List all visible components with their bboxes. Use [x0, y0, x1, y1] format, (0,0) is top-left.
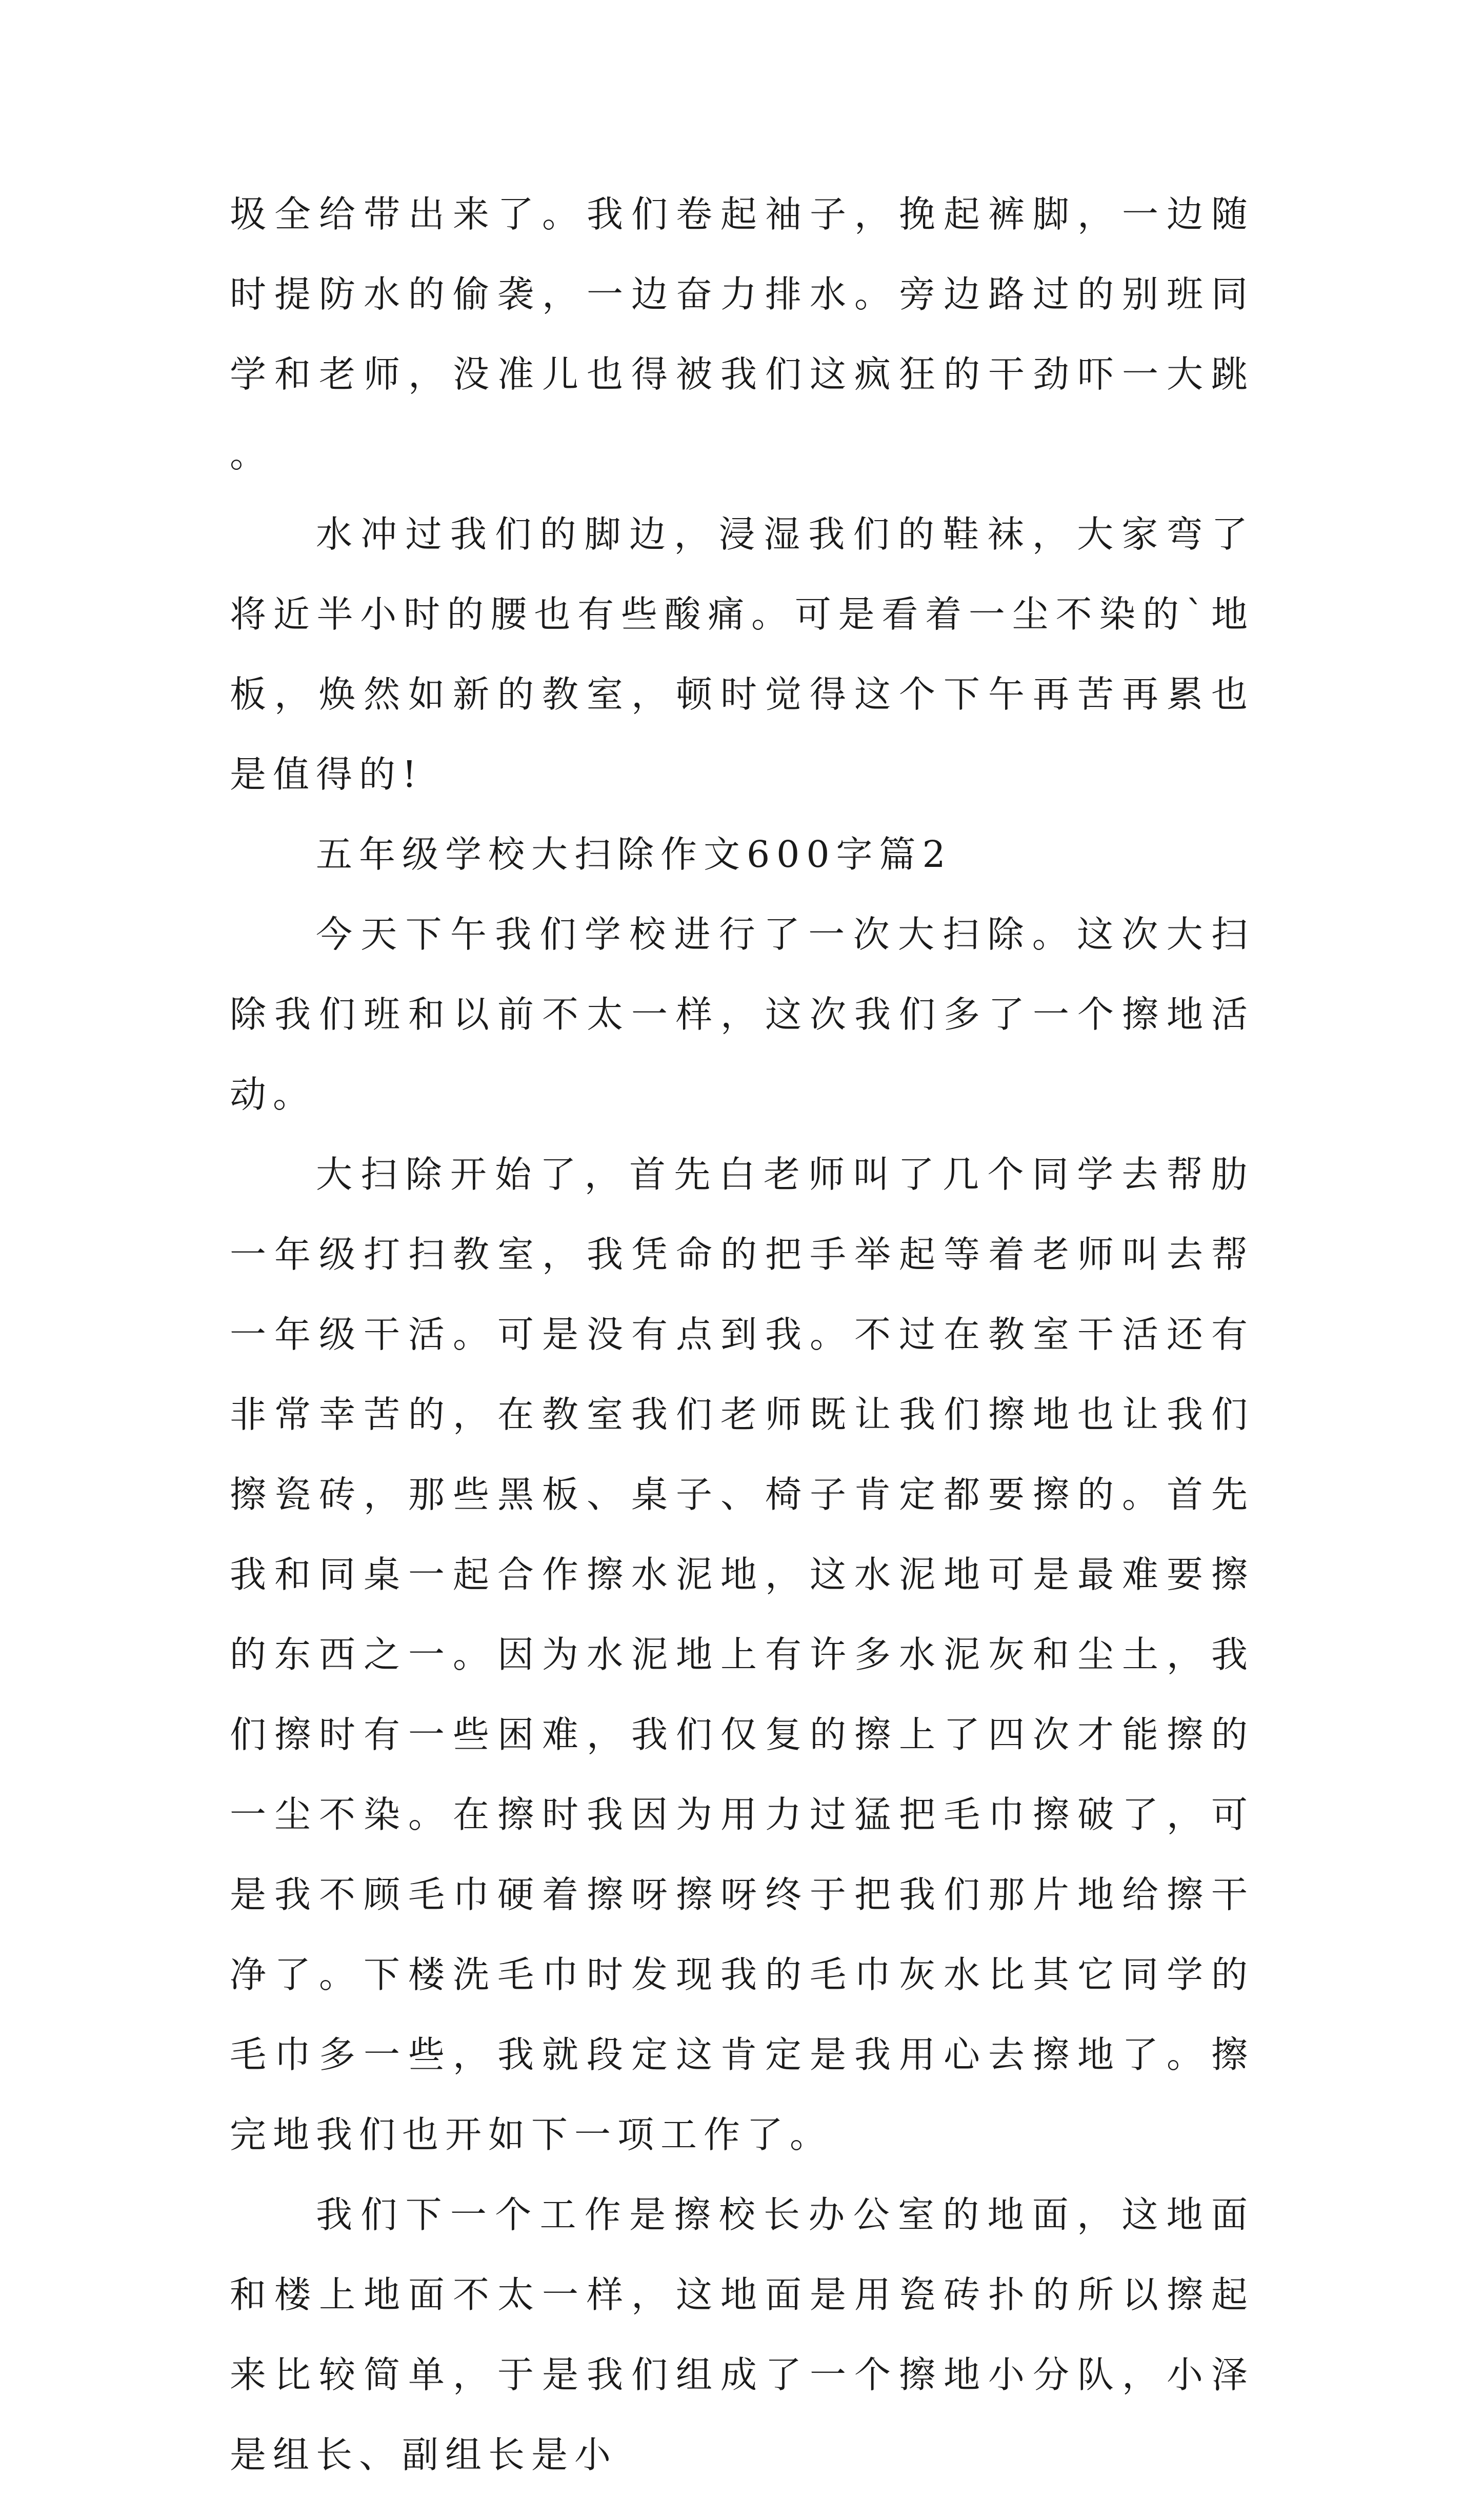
paragraph-3: 今天下午我们学校进行了一次大扫除。这次大扫除我们班和以前不太一样，这次我们多了一个擦地活动。	[230, 913, 1254, 1116]
paragraph-4: 大扫除开始了，首先白老师叫了几个同学去帮肋一年级打扫教室，我凭命的把手举起等着老师叫去帮一年级干活。可是没有点到我。不过在教室干活还有非常幸苦的，在教室我们老师既让我们擦地也让我们擦瓷砖，那些黑板、桌子、椅子肯定都要擦的。首先我和同桌一起合作擦水泥地，这水泥地可是最难要擦的东西之一。因为水泥地上有许多水泥灰和尘土，我们擦时有一些困难，我们仅复的擦上了四次才能擦的一尘不染。在擦时我因为用力过猛把毛巾擦破了，可是我不顾毛巾硬着擦呀擦呀终于把我们那片地给擦干净了。下楼洗毛巾时发现我的毛巾灰水比其它同学的毛巾多一些，我就段定这肯定是我用心去擦地了。擦完地我们也开如下一项工作了。	[230, 1153, 1254, 2156]
paragraph-5: 我们下一个工作是擦校长办公室的地面，这地面和楼上地面不太一样，这地面是用瓷砖扑的所以擦起来比较简单，于是我们组成了一个擦地小分队，小泽是组长、副组长是小	[230, 2193, 1254, 2476]
section-heading: 五年级学校大扫除作文600字篇2	[316, 833, 952, 876]
paragraph-1: 圾全给带出来了。我们卷起袖子，挽起裤脚，一边随时提防水的偷袭，一边奋力排水。旁边路过的别班同学和老师，没准儿也得被我们这疯狂的干劲吓一大跳。	[230, 193, 1254, 476]
paragraph-2: 水冲过我们的脚边，浸湿我们的鞋袜，大家弯了将近半小时的腰也有些酸痛。可是看着一尘不染的`地板，焕然如新的教室，顿时觉得这个下午再苦再累也是值得的!	[230, 513, 1254, 796]
